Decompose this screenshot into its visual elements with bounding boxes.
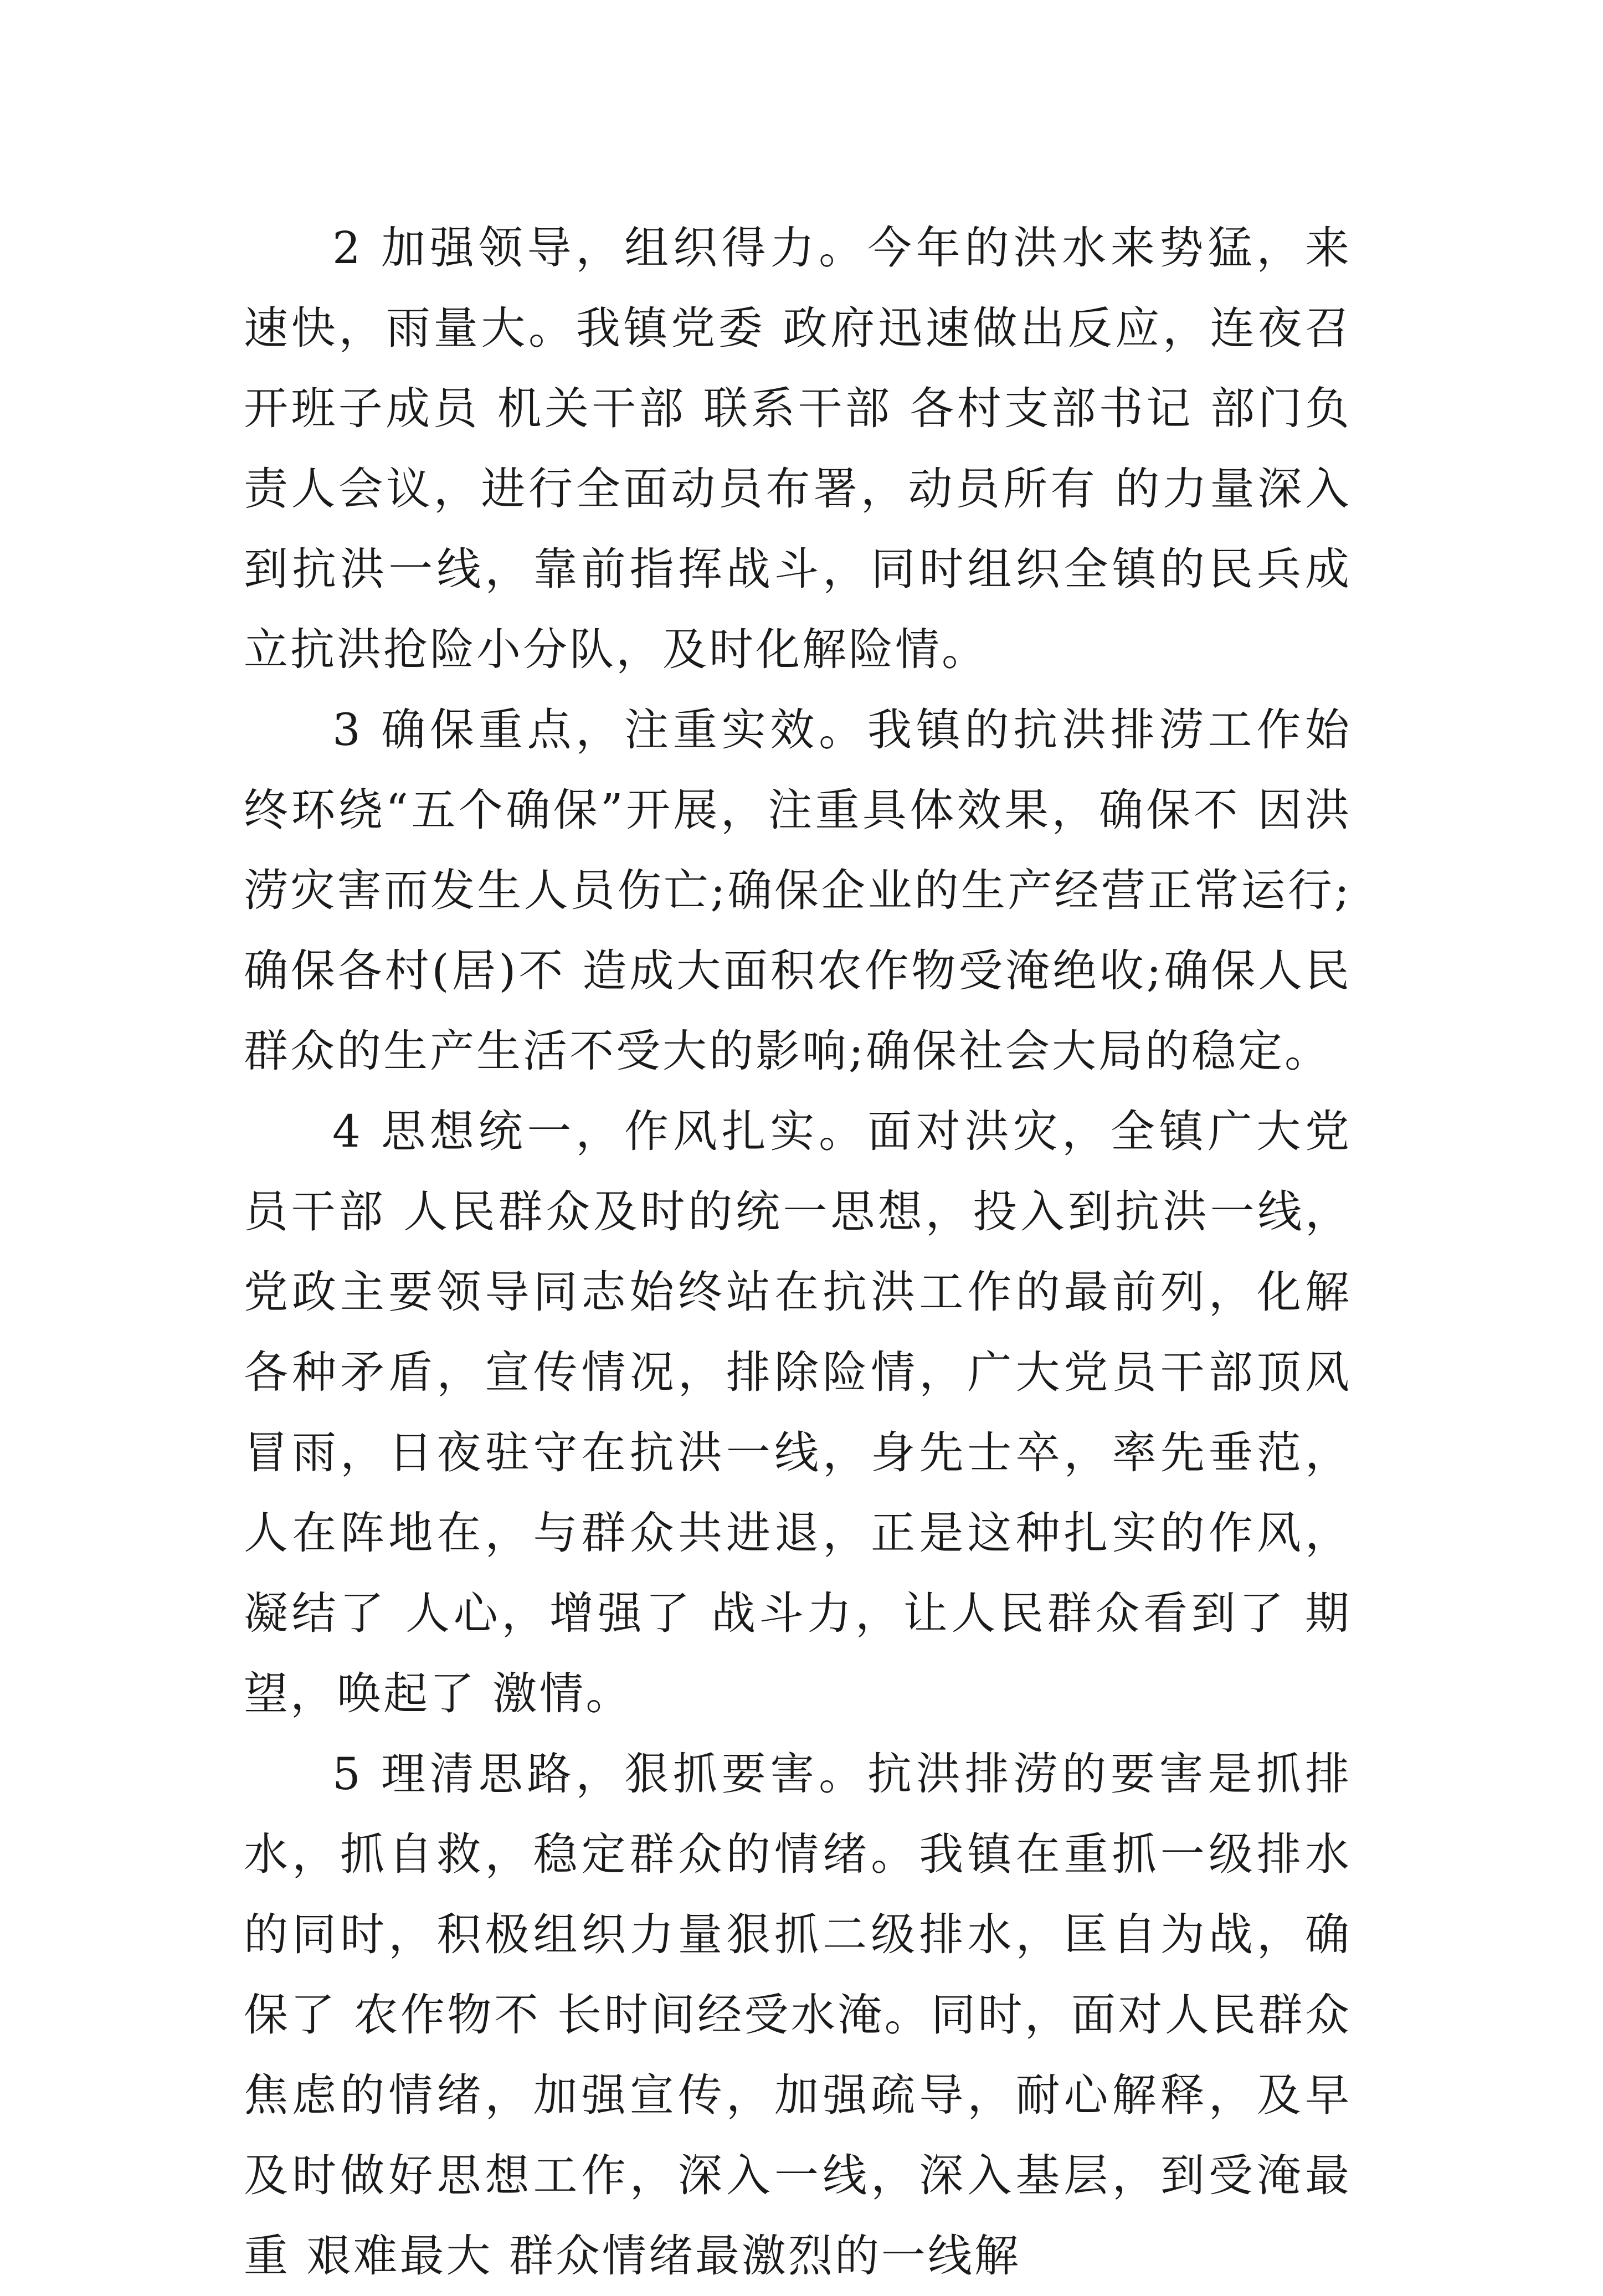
paragraph-5: 5 理清思路，狠抓要害。抗洪排涝的要害是抓排水，抓自救，稳定群众的情绪。我镇在重抓一级排水的同时，积极组织力量狠抓二级排水，匡自为战，确保了 农作物不 长时间经受水淹。同时，面对人民群众焦虑的情绪，加强宣传，加强疏导，耐心解释，及早及时做好思想工作，深入一线，深入基层，到受淹最重 艰难最大 群众情绪最激烈的一线解: [244, 1748, 1352, 2282]
paragraph-4: 4 思想统一，作风扎实。面对洪灾，全镇广大党员干部 人民群众及时的统一思想，投入到抗洪一线，党政主要领导同志始终站在抗洪工作的最前列，化解各种矛盾，宣传情况，排除险情，广大党员干部顶风冒雨，日夜驻守在抗洪一线，身先士卒，率先垂范，人在阵地在，与群众共进退，正是这种扎实的作风，凝结了 人心，增强了 战斗力，让人民群众看到了 期望，唤起了 激情。: [244, 1106, 1352, 1719]
paragraph-3: 3 确保重点，注重实效。我镇的抗洪排涝工作始终环绕“五个确保”开展，注重具体效果，确保不 因洪涝灾害而发生人员伤亡;确保企业的生产经营正常运行;确保各村(居)不 造成大面积农作物受淹绝收;确保人民群众的生产生活不受大的影响;确保社会大局的稳定。: [244, 704, 1352, 1077]
paragraph-2: 2 加强领导，组织得力。今年的洪水来势猛，来速快，雨量大。我镇党委 政府迅速做出反应，连夜召开班子成员 机关干部 联系干部 各村支部书记 部门负责人会议，进行全面动员布署，动员所有 的力量深入到抗洪一线，靠前指挥战斗，同时组织全镇的民兵成立抗洪抢险小分队，及时化解险情。: [244, 222, 1352, 675]
body-text: [244, 208, 1352, 2296]
